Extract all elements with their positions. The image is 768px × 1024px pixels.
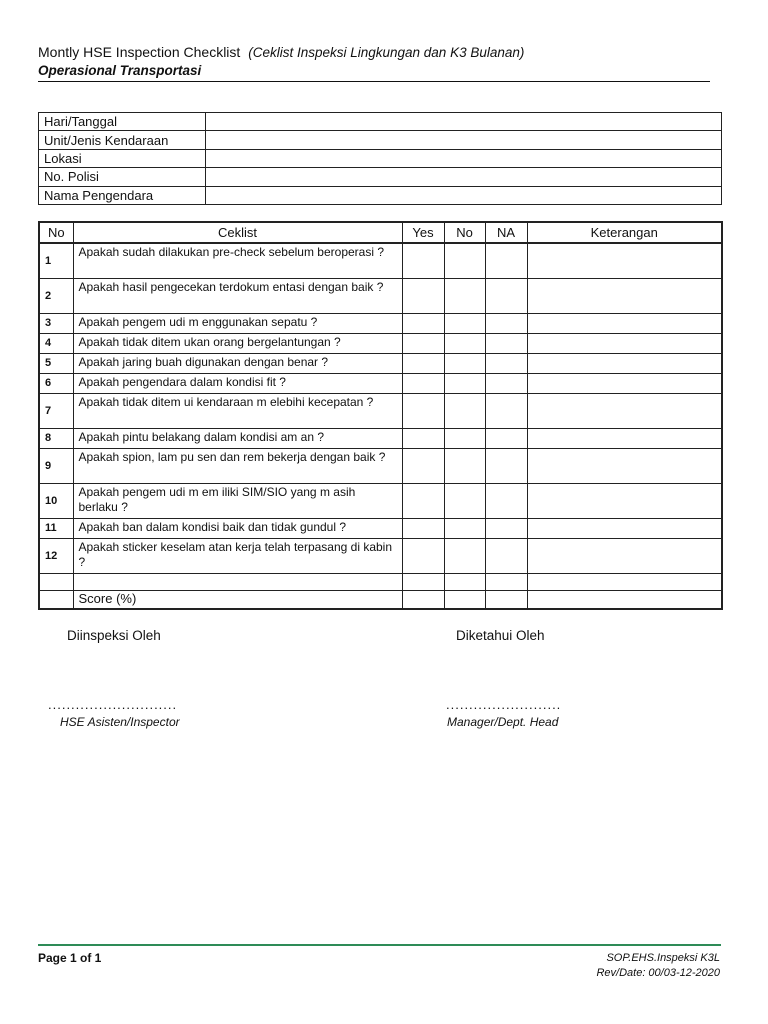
na-cell[interactable] [485,484,527,519]
info-value-field[interactable] [206,186,722,204]
blank-cell [402,574,444,591]
no-answer-cell[interactable] [444,519,485,539]
info-row [39,131,722,149]
info-value-field[interactable] [206,149,722,167]
info-row [39,113,722,131]
inspected-by-label: Diinspeksi Oleh [67,628,161,643]
blank-cell [444,574,485,591]
checklist-row [39,374,722,394]
yes-cell[interactable] [402,314,444,334]
blank-cell [485,574,527,591]
checklist-row [39,449,722,484]
yes-cell[interactable] [402,279,444,314]
checklist-row [39,484,722,519]
no-answer-cell[interactable] [444,354,485,374]
item-question: Apakah sudah dilakukan pre-check sebelum beroperasi ? [73,243,402,279]
info-label: Unit/Jenis Kendaraan [39,131,206,149]
checklist-row [39,429,722,449]
item-question: Apakah ban dalam kondisi baik dan tidak gundul ? [73,519,402,539]
info-label: No. Polisi [39,168,206,186]
header-ceklist: Ceklist [73,222,402,243]
checklist-row [39,334,722,354]
no-answer-cell[interactable] [444,394,485,429]
item-number: 5 [39,354,73,374]
info-row [39,168,722,186]
footer-divider [38,944,721,946]
revision-date: Rev/Date: 00/03-12-2020 [596,967,720,979]
checklist-row [39,394,722,429]
na-cell[interactable] [485,429,527,449]
na-cell[interactable] [485,394,527,429]
item-question: Apakah pengem udi m em iliki SIM/SIO yang m asih berlaku ? [73,484,402,519]
no-answer-cell[interactable] [444,449,485,484]
score-yes-cell[interactable] [402,591,444,610]
remarks-cell[interactable] [527,279,722,314]
na-cell[interactable] [485,314,527,334]
blank-cell [73,574,402,591]
info-value-field[interactable] [206,113,722,131]
remarks-cell[interactable] [527,519,722,539]
na-cell[interactable] [485,519,527,539]
yes-cell[interactable] [402,354,444,374]
checklist-row [39,519,722,539]
score-na-cell[interactable] [485,591,527,610]
item-question: Apakah hasil pengecekan terdokum entasi dengan baik ? [73,279,402,314]
info-label: Lokasi [39,149,206,167]
document-code-block [596,951,720,981]
item-number: 2 [39,279,73,314]
header-keterangan: Keterangan [527,222,722,243]
item-number: 8 [39,429,73,449]
header-na: NA [485,222,527,243]
na-cell[interactable] [485,354,527,374]
score-row [39,591,722,610]
item-question: Apakah pintu belakang dalam kondisi am an ? [73,429,402,449]
remarks-cell[interactable] [527,243,722,279]
checklist-row [39,539,722,574]
signature-line-right: ......................... [446,697,562,712]
header-yes: Yes [402,222,444,243]
signature-line-left: ............................ [48,697,178,712]
no-answer-cell[interactable] [444,374,485,394]
checklist-header-row [39,222,722,243]
item-number: 11 [39,519,73,539]
info-row [39,149,722,167]
role-right: Manager/Dept. Head [447,715,559,729]
yes-cell[interactable] [402,449,444,484]
score-remarks-cell[interactable] [527,591,722,610]
score-no-cell [39,591,73,610]
info-value-field[interactable] [206,168,722,186]
yes-cell[interactable] [402,429,444,449]
na-cell[interactable] [485,334,527,354]
info-table [38,112,722,205]
remarks-cell[interactable] [527,314,722,334]
checklist-table [38,221,723,610]
yes-cell[interactable] [402,374,444,394]
checklist-row [39,314,722,334]
remarks-cell[interactable] [527,484,722,519]
info-row [39,186,722,204]
na-cell[interactable] [485,539,527,574]
item-number: 12 [39,539,73,574]
item-number: 9 [39,449,73,484]
role-left: HSE Asisten/Inspector [60,715,180,729]
document-title: Montly HSE Inspection Checklist [38,44,241,60]
item-number: 3 [39,314,73,334]
yes-cell[interactable] [402,394,444,429]
item-number: 6 [39,374,73,394]
item-number: 10 [39,484,73,519]
na-cell[interactable] [485,243,527,279]
info-value-field[interactable] [206,131,722,149]
yes-cell[interactable] [402,539,444,574]
item-number: 4 [39,334,73,354]
remarks-cell[interactable] [527,354,722,374]
checklist-row [39,243,722,279]
item-question: Apakah tidak ditem ukan orang bergelantungan ? [73,334,402,354]
document-subtitle: Operasional Transportasi [38,63,202,78]
header-no: No [39,222,73,243]
no-answer-cell[interactable] [444,279,485,314]
yes-cell[interactable] [402,243,444,279]
score-label: Score (%) [73,591,402,610]
yes-cell[interactable] [402,519,444,539]
item-number: 7 [39,394,73,429]
no-answer-cell[interactable] [444,314,485,334]
na-cell[interactable] [485,449,527,484]
page-number: Page 1 of 1 [38,951,102,965]
acknowledged-by-label: Diketahui Oleh [456,628,545,643]
item-question: Apakah pengendara dalam kondisi fit ? [73,374,402,394]
remarks-cell[interactable] [527,449,722,484]
no-answer-cell[interactable] [444,334,485,354]
checklist-row [39,279,722,314]
info-label: Nama Pengendara [39,186,206,204]
info-label: Hari/Tanggal [39,113,206,131]
remarks-cell[interactable] [527,374,722,394]
header-divider [38,81,710,82]
score-no-answer-cell[interactable] [444,591,485,610]
no-answer-cell[interactable] [444,429,485,449]
no-answer-cell[interactable] [444,539,485,574]
no-answer-cell[interactable] [444,243,485,279]
na-cell[interactable] [485,279,527,314]
yes-cell[interactable] [402,334,444,354]
remarks-cell[interactable] [527,429,722,449]
item-question: Apakah spion, lam pu sen dan rem bekerja dengan baik ? [73,449,402,484]
blank-row [39,574,722,591]
item-number: 1 [39,243,73,279]
item-question: Apakah jaring buah digunakan dengan benar ? [73,354,402,374]
blank-cell [527,574,722,591]
document-title-translation: (Ceklist Inspeksi Lingkungan dan K3 Bulanan) [248,45,525,60]
yes-cell[interactable] [402,484,444,519]
remarks-cell[interactable] [527,539,722,574]
item-question: Apakah pengem udi m enggunakan sepatu ? [73,314,402,334]
document-code: SOP.EHS.Inspeksi K3L [606,952,720,964]
blank-cell [39,574,73,591]
checklist-row [39,354,722,374]
remarks-cell[interactable] [527,394,722,429]
na-cell[interactable] [485,374,527,394]
item-question: Apakah sticker keselam atan kerja telah terpasang di kabin ? [73,539,402,574]
remarks-cell[interactable] [527,334,722,354]
document-title-line [38,44,524,60]
no-answer-cell[interactable] [444,484,485,519]
header-no-answer: No [444,222,485,243]
item-question: Apakah tidak ditem ui kendaraan m elebihi kecepatan ? [73,394,402,429]
